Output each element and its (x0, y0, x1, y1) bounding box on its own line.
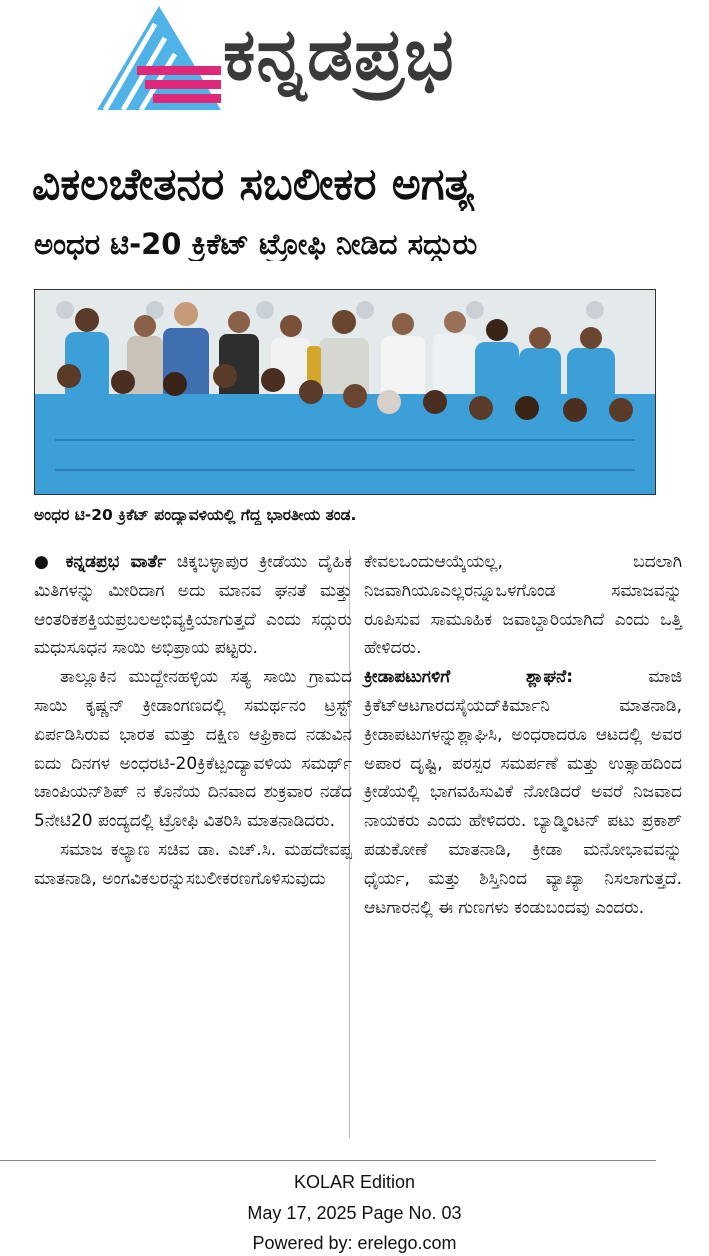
photo-caption: ಅಂಧರ ಟಿ-20 ಕ್ರಿಕೆಟ್ ಪಂದ್ಯಾವಳಿಯಲ್ಲಿ ಗೆದ್ದ ಭಾರತೀಯ ತಂಡ. (34, 506, 357, 524)
edition-label: KOLAR Edition (293, 1172, 416, 1192)
paragraph-2: ತಾಲ್ಲೂಕಿನ ಮುದ್ದೇನಹಳ್ಳಿಯ ಸತ್ಯ ಸಾಯಿ ಗ್ರಾಮದ ಸಾಯಿ ಕೃಷ್ಣನ್ ಕ್ರೀಡಾಂಗಣದಲ್ಲಿ ಸಮರ್ಥನಂ ಟ್ರಸ್ಟ್ ಏರ್ಪಡಿಸಿರುವ ಭಾರತ ಮತ್ತು ದಕ್ಷಿಣ ಆಫ್ರಿಕಾದ ನಡುವಿನ ಐದು ದಿನಗಳ ಅಂಧರಟಿ-20ಕ್ರಿಕೆಟ್ಪಂದ್ಯಾವಳಿಯ ಸಮರ್ಥ್ ಚಾಂಪಿಯನ್‌ಶಿಪ್ ನ ಕೊನೆಯ ದಿನವಾದ ಶುಕ್ರವಾರ ನಡೆದ 5ನೇಟಿ20 ಪಂದ್ಯದಲ್ಲಿ ಟ್ರೋಫಿ ವಿತರಿಸಿ ಮಾತನಾಡಿದರು. (34, 667, 352, 832)
footer-divider (0, 1160, 656, 1161)
team-photo-illustration (35, 290, 655, 494)
date-page-label: May 17, 2025 Page No. 03 (247, 1203, 462, 1223)
paragraph-1 (34, 548, 352, 663)
article-headline: ವಿಕಲಚೇತನರ ಸಬಲೀಕರ ಅಗತ್ಯ (32, 160, 474, 210)
paragraph-3: ಸಮಾಜ ಕಲ್ಯಾಣ ಸಚಿವ ಡಾ. ಎಚ್.ಸಿ. ಮಹದೇವಪ್ಪ ಮಾತನಾಡಿ, ಅಂಗವಿಕಲರನ್ನುಸಬಲೀಕರಣಗೊಳಿಸುವುದು (34, 839, 352, 889)
bullet-icon: ● (34, 552, 66, 572)
kannada-prabha-logo-icon (95, 4, 223, 112)
paragraph-5 (364, 663, 682, 922)
masthead (95, 4, 635, 116)
article-column-right (364, 548, 682, 922)
masthead-title: ಕನ್ನಡಪ್ರಭ (223, 12, 455, 96)
section-subhead: ಕ್ರೀಡಾಪಟುಗಳಿಗೆ ಶ್ಲಾಘನೆ: (364, 667, 574, 688)
paragraph-1-body: ಚಿಕ್ಕಬಳ್ಳಾಪುರ ಕ್ರೀಡೆಯು ದೈಹಿಕ ಮಿತಿಗಳನ್ನು ಮೀರಿದಾಗ ಅದು ಮಾನವ ಘನತೆ ಮತ್ತು ಆಂತರಿಕಶಕ್ತಿಯಪ್ರಬಲಅಭಿವ್ಯಕ್ತಿಯಾಗುತ್ತದೆ ಎಂದು ಸದ್ಗುರು ಮಧುಸೂಧನ ಸಾಯಿ ಅಭಿಪ್ರಾಯ ಪಟ್ಟರು. (34, 552, 352, 659)
powered-by-link[interactable]: Powered by: erelego.com (252, 1233, 457, 1253)
byline: ಕನ್ನಡಪ್ರಭ ವಾರ್ತೆ (65, 552, 167, 572)
team-photo (34, 289, 656, 495)
paragraph-4: ಕೇವಲಒಂದುಆಯ್ಕೆಯಲ್ಲ, ಬದಲಾಗಿ ನಿಜವಾಗಿಯೂಎಲ್ಲರನ್ನೂಒಳಗೊಂಡ ಸಮಾಜವನ್ನು ರೂಪಿಸುವ ಸಾಮೂಹಿಕ ಜವಾಬ್ದಾರಿಯಾಗಿದೆ ಎಂದು ಒತ್ತಿ ಹೇಳಿದರು. (364, 552, 682, 659)
paragraph-5-body: ಮಾಜಿ ಕ್ರಿಕೆಟ್‌ಆಟಗಾರದಸೈಯದ್‌ಕಿರ್ಮಾನಿ ಮಾತನಾಡಿ, ಕ್ರೀಡಾಪಟುಗಳನ್ನುಶ್ಲಾಘಿಸಿ, ಅಂಧರಾದರೂ ಆಟದಲ್ಲಿ ಅವರ ಅಪಾರ ದೃಷ್ಟಿ, ಪರಸ್ಪರ ಸಮರ್ಪಣೆ ಮತ್ತು ಉತ್ಸಾಹದಿಂದ ಕ್ರೀಡೆಯಲ್ಲಿ ಭಾಗವಹಿಸುವಿಕೆ ನೋಡಿದರೆ ಅವರೆ ನಿಜವಾದ ನಾಯಕರು ಎಂದು ಹೇಳಿದರು. ಬ್ಯಾಡ್ಮಿಂಟನ್ ಪಟು ಪ್ರಕಾಶ್ ಪಡುಕೋಣೆ ಮಾತನಾಡಿ, ಕ್ರೀಡಾ ಮನೋಭಾವವನ್ನು ಧೈರ್ಯ, ಮತ್ತು ಶಿಸ್ತಿನಿಂದ ವ್ಯಾಖ್ಯಾ ನಿಸಲಾಗುತ್ತದೆ. ಆಟಗಾರನಲ್ಲಿ ಈ ಗುಣಗಳು ಕಂಡುಬಂದವು ಎಂದರು. (364, 667, 682, 918)
article-column-left (34, 548, 352, 894)
article-subheadline: ಅಂಧರ ಟಿ-20 ಕ್ರಿಕೆಟ್ ಟ್ರೋಫಿ ನೀಡಿದ ಸದ್ಗುರು (34, 228, 478, 261)
